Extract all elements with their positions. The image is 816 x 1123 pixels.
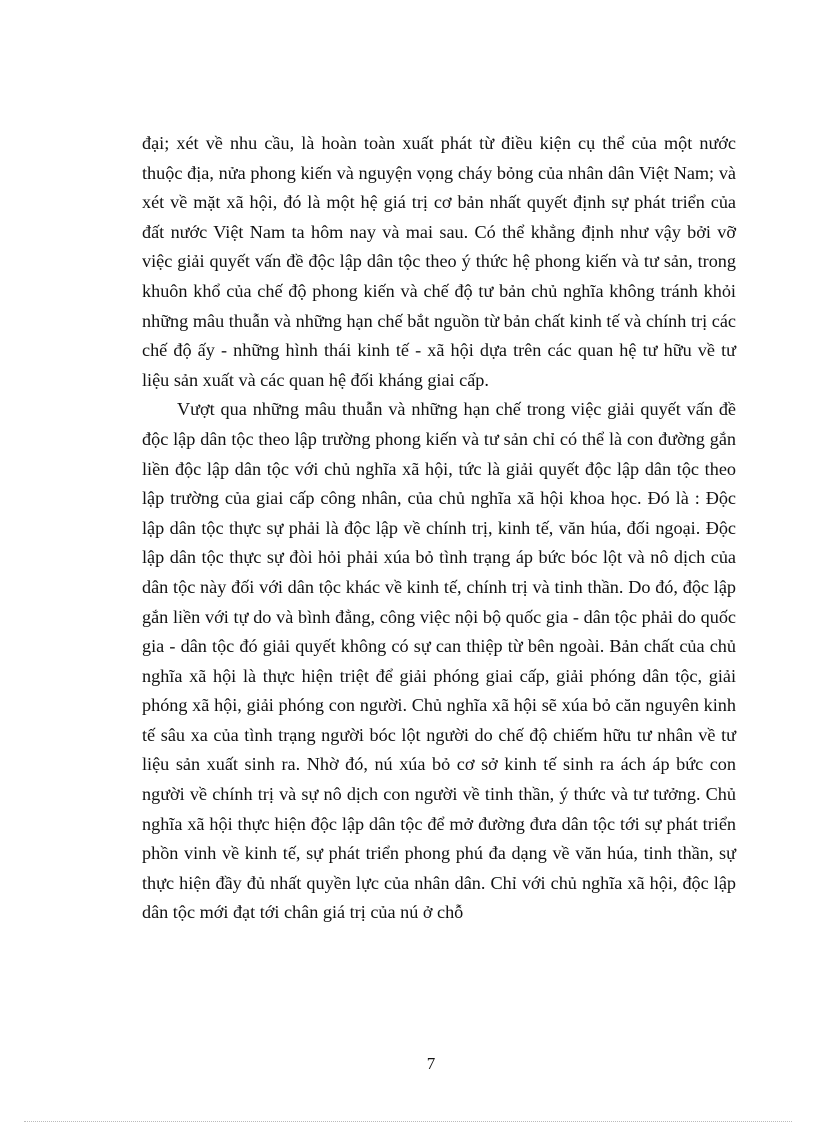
body-text	[142, 129, 736, 928]
paragraph-independence: Vượt qua những mâu thuẫn và những hạn chế trong việc giải quyết vấn đề độc lập dân tộc theo lập trường phong kiến và tư sản chỉ có thể là con đường gắn liền độc lập dân tộc với chủ nghĩa xã hội, tức là giải quyết độc lập dân tộc theo lập trường của giai cấp công nhân, của chủ nghĩa xã hội khoa học. Đó là : Độc lập dân tộc thực sự phải là độc lập về chính trị, kinh tế, văn húa, đối ngoại. Độc lập dân tộc thực sự đòi hỏi phải xúa bỏ tình trạng áp bức bóc lột và nô dịch của dân tộc này đối với dân tộc khác về kinh tế, chính trị và tinh thần. Do đó, độc lập gắn liền với tự do và bình đẳng, công việc nội bộ quốc gia - dân tộc phải do quốc gia - dân tộc đó giải quyết không có sự can thiệp từ bên ngoài. Bản chất của chủ nghĩa xã hội là thực hiện triệt để giải phóng giai cấp, giải phóng dân tộc, giải phóng xã hội, giải phóng con người. Chủ nghĩa xã hội sẽ xúa bỏ căn nguyên kinh tế sâu xa của tình trạng người bóc lột người do chế độ chiếm hữu tư nhân về tư liệu sản xuất sinh ra. Nhờ đó, nú xúa bỏ cơ sở kinh tế sinh ra ách áp bức con người về chính trị và sự nô dịch con người về tinh thần, ý thức và tư tưởng. Chủ nghĩa xã hội thực hiện độc lập dân tộc để mở đường đưa dân tộc tới sự phát triển phồn vinh về kinh tế, sự phát triển phong phú đa dạng về văn húa, tinh thần, sự thực hiện đầy đủ nhất quyền lực của nhân dân. Chỉ với chủ nghĩa xã hội, độc lập dân tộc mới đạt tới chân giá trị của nú ở chỗ	[142, 399, 736, 923]
paragraph-continuation: đại; xét về nhu cầu, là hoàn toàn xuất phát từ điều kiện cụ thể của một nước thuộc địa, nửa phong kiến và nguyện vọng cháy bỏng của nhân dân Việt Nam; và xét về mặt xã hội, đó là một hệ giá trị cơ bản nhất quyết định sự phát triển của đất nước Việt Nam ta hôm nay và mai sau. Có thể khẳng định như vậy bởi vỡ việc giải quyết vấn đề độc lập dân tộc theo ý thức hệ phong kiến và tư sản, trong khuôn khổ của chế độ phong kiến và chế độ tư bản chủ nghĩa không tránh khỏi những mâu thuẫn và những hạn chế bắt nguồn từ bản chất kinh tế và chính trị các chế độ ấy - những hình thái kinh tế - xã hội dựa trên các quan hệ tư hữu về tư liệu sản xuất và các quan hệ đối kháng giai cấp.	[142, 133, 736, 390]
page-number: 7	[426, 1054, 436, 1073]
page-bottom-divider	[24, 1121, 792, 1122]
